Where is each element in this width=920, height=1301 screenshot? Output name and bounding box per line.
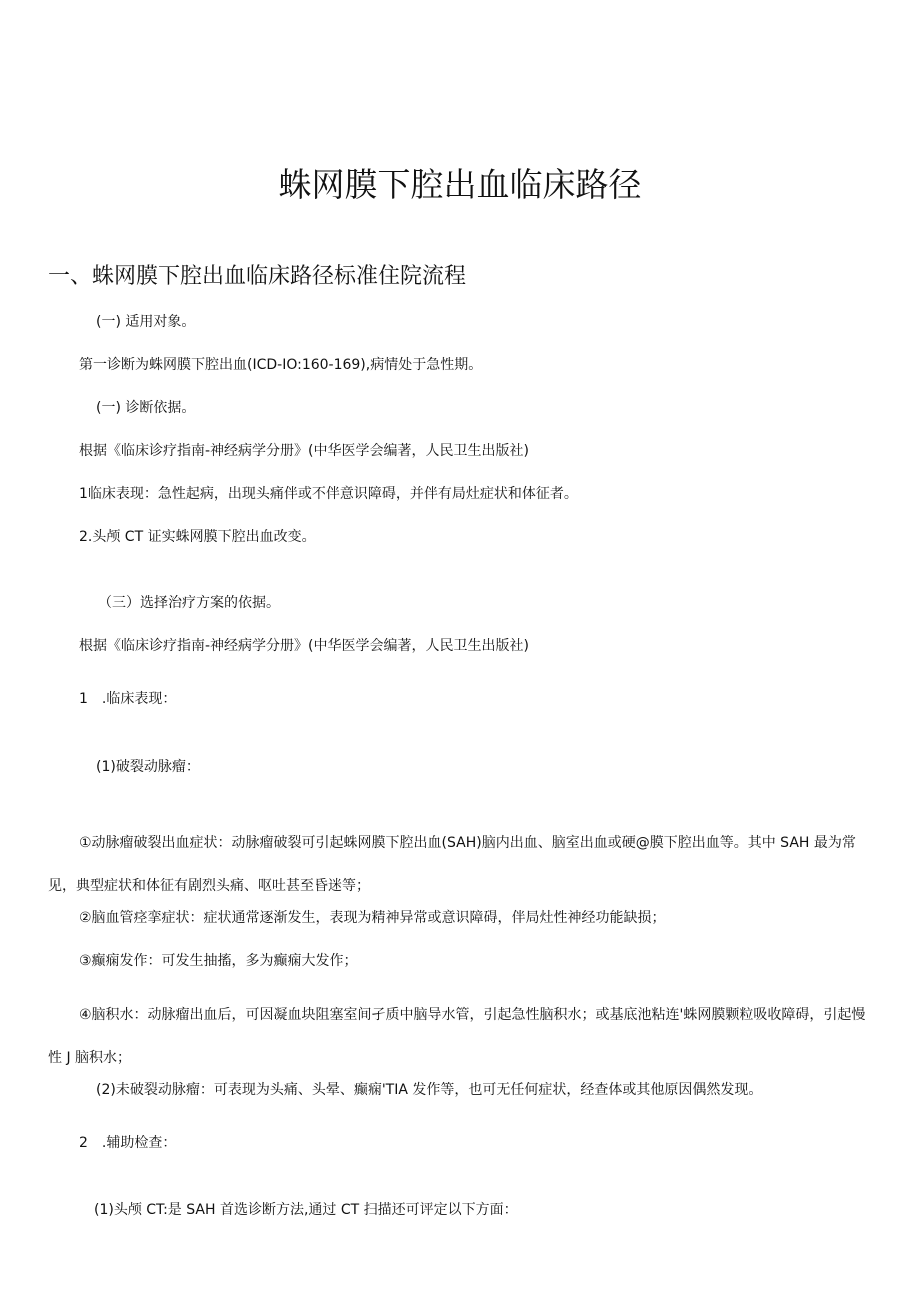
paragraph-head-ct: (1)头颅 CT:是 SAH 首选诊断方法,通过 CT 扫描还可评定以下方面： [94, 1202, 518, 1218]
section-heading: 一、蛛网膜下腔出血临床路径标准住院流程 [48, 264, 467, 289]
paragraph-clinical-heading: 1 .临床表现： [79, 691, 177, 707]
paragraph-vasospasm: ②脑血管痉挛症状：症状通常逐渐发生，表现为精神异常或意识障碍，伴局灶性神经功能缺损； [79, 910, 666, 926]
paragraph-auxiliary-exam: 2 .辅助检查： [79, 1135, 177, 1151]
paragraph-ct-confirm: 2.头颅 CT 证实蛛网膜下腔出血改变。 [79, 529, 316, 545]
paragraph-epilepsy: ③癫痫发作：可发生抽搐，多为癫痫大发作； [79, 953, 358, 969]
paragraph-first-diagnosis: 第一诊断为蛛网膜下腔出血(ICD-IO:160-169),病情处于急性期。 [79, 357, 483, 373]
paragraph-unruptured-aneurysm: (2)未破裂动脉瘤：可表现为头痛、头晕、癫痫'TIA 发作等，也可无任何症状，经查体或其他原因偶然发现。 [96, 1082, 763, 1098]
paragraph-rupture-symptoms: ①动脉瘤破裂出血症状：动脉瘤破裂可引起蛛网膜下腔出血(SAH)脑内出血、脑室出血或硬@膜下腔出血等。其中 SAH 最为常见，典型症状和体征有剧烈头痛、呕吐甚至昏迷等； [48, 835, 856, 894]
paragraph-reference-guide-1: 根据《临床诊疗指南-神经病学分册》(中华医学会编著，人民卫生出版社) [79, 443, 529, 459]
paragraph-hydrocephalus: ④脑积水：动脉瘤出血后，可因凝血块阻塞室间孑质中脑导水管，引起急性脑积水；或基底池粘连'蛛网膜颗粒吸收障碍，引起慢性 J 脑积水； [48, 1007, 866, 1066]
document-title: 蛛网膜下腔出血临床路径 [278, 165, 642, 204]
paragraph-treatment-basis: （三）选择治疗方案的依据。 [98, 595, 280, 611]
paragraph-ruptured-aneurysm: (1)破裂动脉瘤： [96, 759, 200, 775]
paragraph-diagnosis-basis: (一) 诊断依据。 [96, 400, 196, 416]
paragraph-clinical-manifestation: 1临床表现：急性起病，出现头痛伴或不伴意识障碍，并伴有局灶症状和体征者。 [79, 486, 578, 502]
paragraph-reference-guide-2: 根据《临床诊疗指南-神经病学分册》(中华医学会编著，人民卫生出版社) [79, 638, 529, 654]
paragraph-applicable-object: (一) 适用对象。 [96, 314, 196, 330]
